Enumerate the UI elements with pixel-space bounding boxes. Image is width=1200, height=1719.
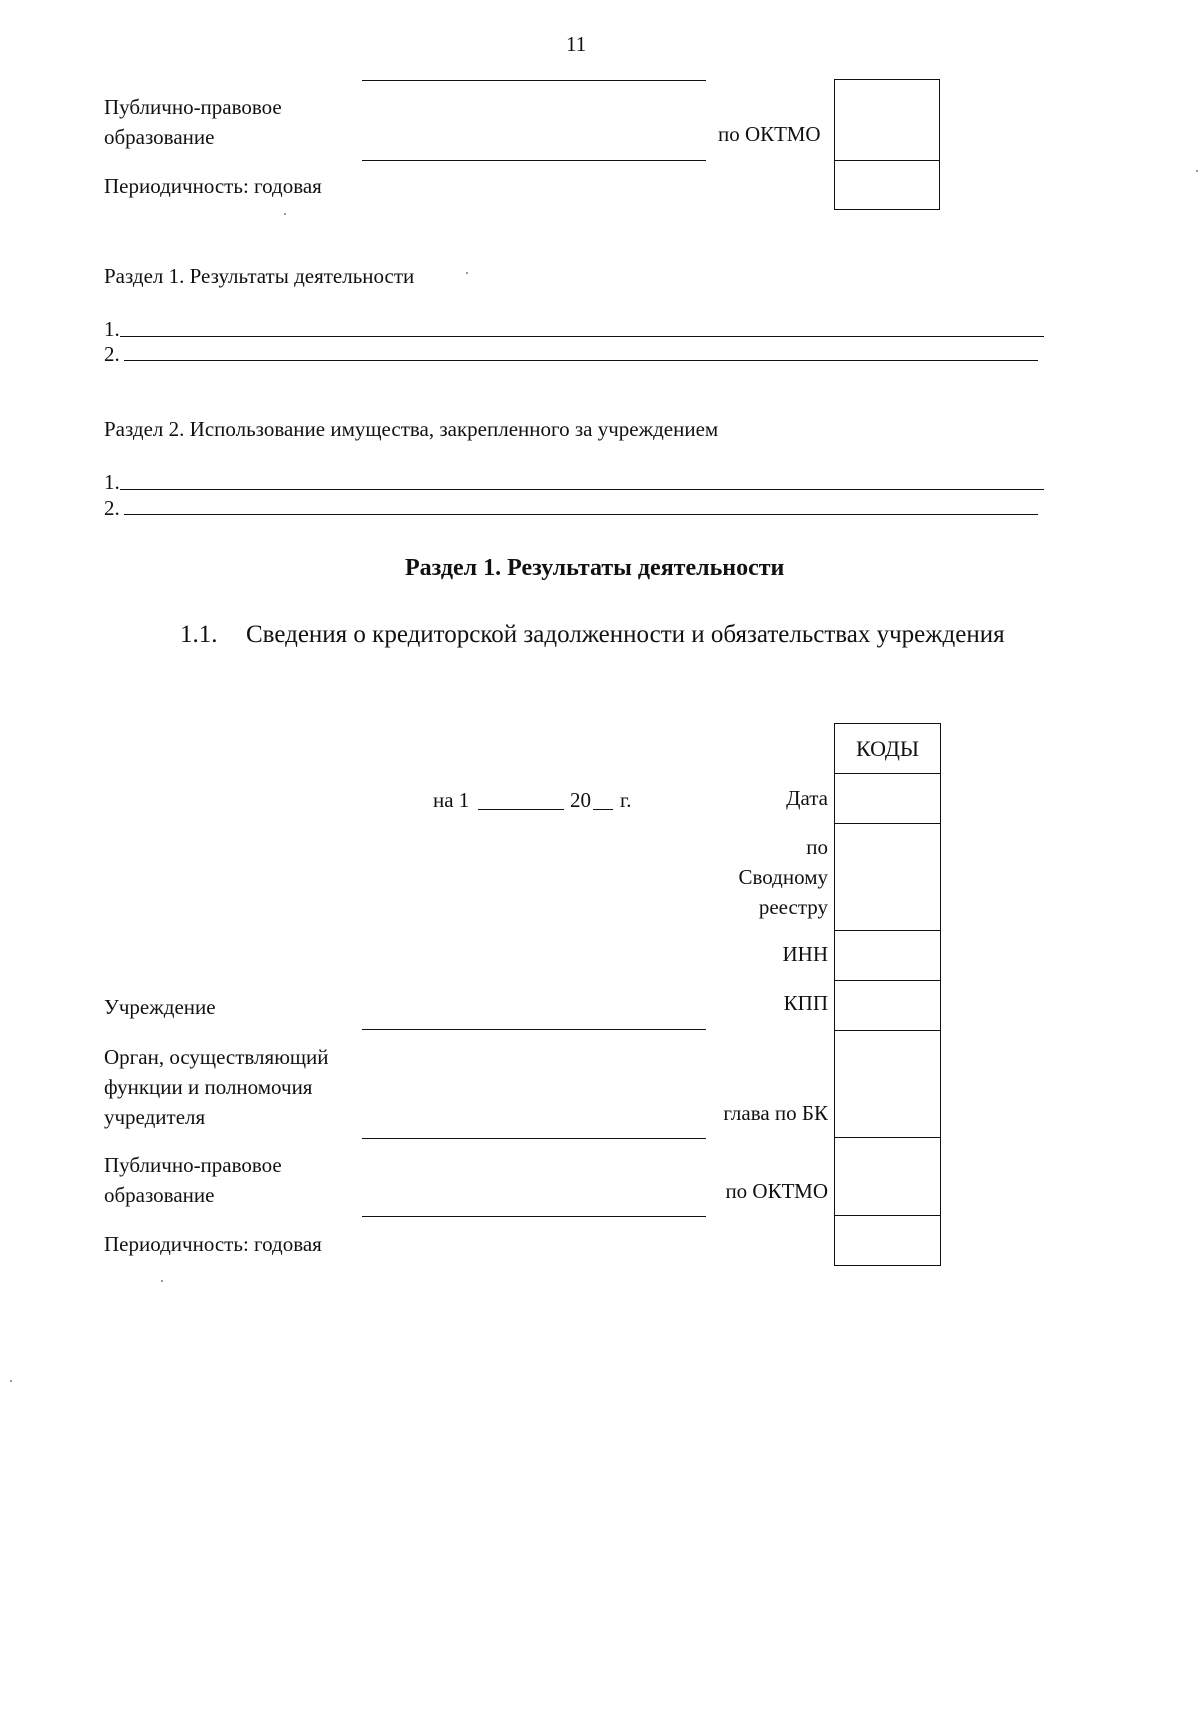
public-entity-label-line1: Публично-правовое bbox=[104, 1153, 282, 1177]
scan-speck bbox=[466, 272, 468, 274]
top-public-entity-field[interactable] bbox=[362, 160, 706, 161]
registry-label-line1: по bbox=[806, 835, 828, 859]
kpp-code-cell[interactable] bbox=[835, 981, 940, 1031]
top-oktmo-label: по ОКТМО bbox=[718, 122, 821, 146]
date-year-field[interactable] bbox=[593, 809, 613, 810]
top-public-entity-label-line1: Публично-правовое bbox=[104, 95, 282, 119]
date-label: Дата bbox=[786, 786, 828, 810]
contents-section1-item2-number: 2. bbox=[104, 342, 120, 366]
contents-section1-item2-line[interactable] bbox=[124, 360, 1038, 361]
inn-label: ИНН bbox=[782, 942, 828, 966]
institution-label: Учреждение bbox=[104, 995, 216, 1019]
periodicity-label: Периодичность: годовая bbox=[104, 1232, 322, 1256]
institution-field[interactable] bbox=[362, 1029, 706, 1030]
founder-label-line2: функции и полномочия bbox=[104, 1075, 313, 1099]
date-suffix: г. bbox=[620, 788, 632, 812]
top-public-entity-label-line2: образование bbox=[104, 125, 215, 149]
page-number: 11 bbox=[566, 32, 587, 56]
registry-label-line3: реестру bbox=[758, 895, 828, 919]
section-heading: Раздел 1. Результаты деятельности bbox=[405, 555, 785, 581]
date-prefix: на 1 bbox=[433, 788, 470, 812]
top-oktmo-code-cell[interactable] bbox=[835, 80, 939, 161]
kpp-label: КПП bbox=[783, 991, 828, 1015]
contents-section2-item1-line[interactable] bbox=[120, 489, 1044, 490]
contents-section2-item2-number: 2. bbox=[104, 496, 120, 520]
top-blank-code-cell[interactable] bbox=[835, 161, 939, 209]
subsection-number: 1.1. bbox=[180, 621, 218, 648]
registry-code-cell[interactable] bbox=[835, 824, 940, 931]
contents-section1-item1-number: 1. bbox=[104, 317, 120, 341]
founder-label-line1: Орган, осуществляющий bbox=[104, 1045, 329, 1069]
public-entity-field[interactable] bbox=[362, 1216, 706, 1217]
scan-speck bbox=[161, 1280, 163, 1282]
codes-box bbox=[834, 723, 941, 1266]
scan-speck bbox=[10, 1380, 12, 1382]
bk-label: глава по БК bbox=[723, 1101, 828, 1125]
contents-section2-item1-number: 1. bbox=[104, 470, 120, 494]
bk-code-cell[interactable] bbox=[835, 1031, 940, 1138]
date-code-cell[interactable] bbox=[835, 774, 940, 824]
top-entity-line-upper bbox=[362, 80, 706, 81]
contents-section1-item1-line[interactable] bbox=[120, 336, 1044, 337]
codes-header-cell bbox=[835, 724, 940, 774]
scan-speck bbox=[284, 213, 286, 215]
oktmo-code-cell[interactable] bbox=[835, 1138, 940, 1216]
contents-section2-title: Раздел 2. Использование имущества, закрепленного за учреждением bbox=[104, 417, 719, 441]
founder-label-line3: учредителя bbox=[104, 1105, 206, 1129]
top-periodicity: Периодичность: годовая bbox=[104, 174, 322, 198]
founder-field[interactable] bbox=[362, 1138, 706, 1139]
registry-label-line2: Сводному bbox=[738, 865, 828, 889]
top-codes-box bbox=[834, 79, 940, 210]
inn-code-cell[interactable] bbox=[835, 931, 940, 981]
contents-section2-item2-line[interactable] bbox=[124, 514, 1038, 515]
codes-header: КОДЫ bbox=[855, 735, 920, 761]
date-month-field[interactable] bbox=[478, 809, 564, 810]
scan-speck bbox=[1196, 170, 1198, 172]
public-entity-label-line2: образование bbox=[104, 1183, 215, 1207]
subsection-title: Сведения о кредиторской задолженности и обязательствах учреждения bbox=[246, 621, 1005, 648]
oktmo-label: по ОКТМО bbox=[725, 1179, 828, 1203]
contents-section1-title: Раздел 1. Результаты деятельности bbox=[104, 264, 415, 288]
date-year: 20 bbox=[570, 788, 591, 812]
periodicity-code-cell[interactable] bbox=[835, 1216, 940, 1265]
